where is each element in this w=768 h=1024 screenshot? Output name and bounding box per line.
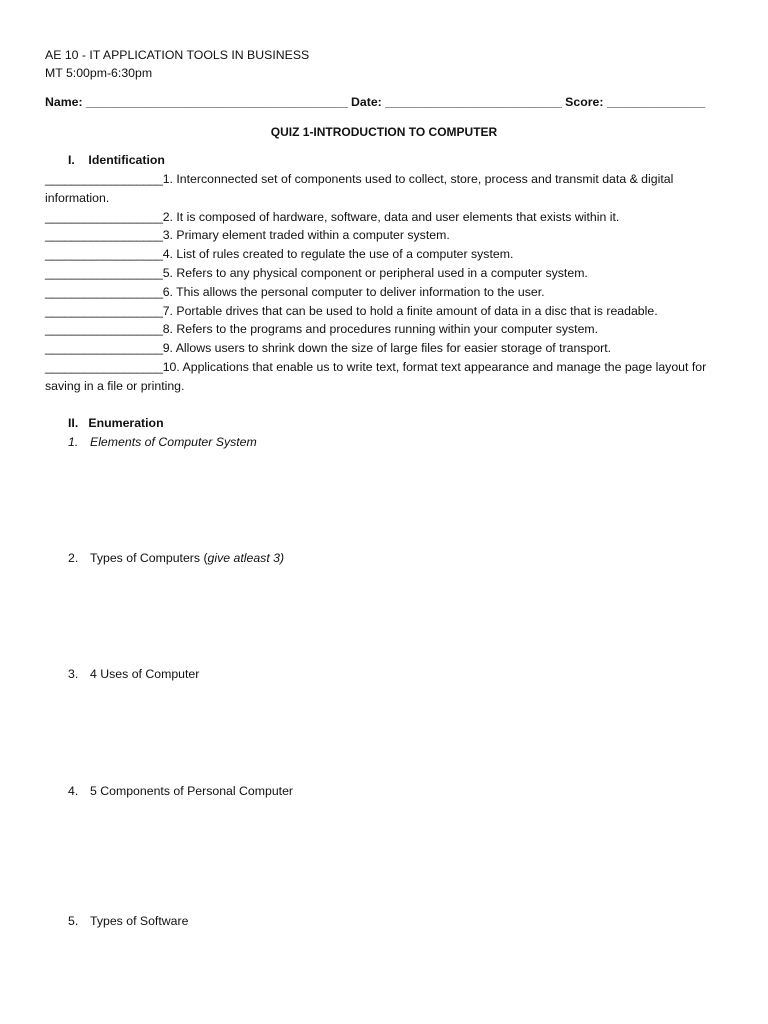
answer-blank: __________________ (45, 228, 163, 243)
enumeration-item: 4. 5 Components of Personal Computer (68, 784, 294, 798)
section-enumeration-heading (68, 414, 164, 433)
identification-item: __________________3. Primary element traded within a computer system. (45, 228, 450, 243)
student-info-line (45, 93, 705, 112)
quiz-title: QUIZ 1-INTRODUCTION TO COMPUTER (270, 125, 498, 139)
enumeration-item: 3. 4 Uses of Computer (68, 667, 200, 681)
identification-item: __________________4. List of rules created to regulate the use of a computer system. (45, 247, 514, 262)
enumeration-item: 2. Types of Computers (give atleast 3) (68, 551, 285, 565)
identification-list (45, 170, 725, 396)
enumeration-item: 5. Types of Software (68, 914, 189, 928)
section-title: Enumeration (88, 416, 164, 430)
answer-blank: __________________ (45, 284, 163, 299)
section-title: Identification (88, 153, 165, 167)
identification-item: __________________7. Portable drives that can be used to hold a finite amount of data in a disc that is readable. (45, 303, 658, 318)
answer-blank: __________________ (45, 209, 163, 224)
identification-item: __________________8. Refers to the programs and procedures running within your computer system. (45, 322, 599, 337)
identification-item: __________________9. Allows users to shrink down the size of large files for easier storage of transport. (45, 341, 612, 356)
identification-item: __________________1. Interconnected set of components used to collect, store, process and transmit data & digital information. (45, 172, 674, 205)
answer-blank: __________________ (45, 303, 163, 318)
schedule: MT 5:00pm-6:30pm (45, 66, 153, 80)
identification-item: __________________6. This allows the personal computer to deliver information to the user. (45, 284, 545, 299)
identification-item: __________________10. Applications that enable us to write text, format text appearance and manage the page layout for saving in a file or printing. (45, 359, 707, 393)
score-label: Score: (565, 95, 604, 109)
date-field: ___________________________ (385, 95, 562, 109)
answer-blank: __________________ (45, 265, 163, 280)
section-identification-heading (68, 151, 165, 170)
name-field: ________________________________________ (86, 95, 348, 109)
section-number: II. (68, 416, 79, 430)
answer-blank: __________________ (45, 359, 163, 374)
identification-item: __________________2. It is composed of hardware, software, data and user elements that exists within it. (45, 209, 620, 224)
enumeration-item: 1. Elements of Computer System (68, 435, 257, 449)
date-label: Date: (351, 95, 382, 109)
identification-item: __________________5. Refers to any physical component or peripheral used in a computer system. (45, 265, 588, 280)
answer-blank: __________________ (45, 172, 163, 186)
course-title: AE 10 - IT APPLICATION TOOLS IN BUSINESS (45, 48, 310, 62)
name-label: Name: (45, 95, 83, 109)
score-field: _______________ (606, 95, 705, 109)
answer-blank: __________________ (45, 322, 163, 337)
answer-blank: __________________ (45, 341, 163, 356)
answer-blank: __________________ (45, 247, 163, 262)
section-number: I. (68, 153, 75, 167)
